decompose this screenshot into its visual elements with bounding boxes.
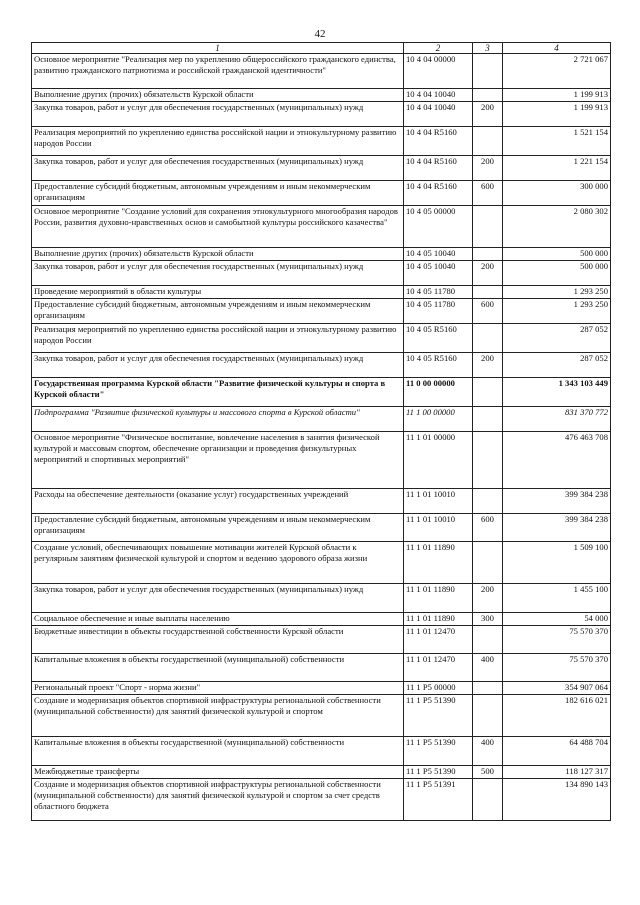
table-row <box>32 378 611 407</box>
row-amount: 287 052 <box>503 324 611 353</box>
row-name: Региональный проект "Спорт - норма жизни" <box>32 682 404 695</box>
table-row <box>32 299 611 324</box>
table-row <box>32 261 611 286</box>
row-name: Создание условий, обеспечивающих повышение мотивации жителей Курской области к регулярным занятиям физической культурой и спортом и ведению здорового образа жизни <box>32 542 404 584</box>
page-number: 42 <box>314 28 326 40</box>
row-name: Закупка товаров, работ и услуг для обеспечения государственных (муниципальных) нужд <box>32 102 404 127</box>
row-amount: 75 570 370 <box>503 626 611 654</box>
row-expense-type: 200 <box>473 102 503 127</box>
row-amount: 354 907 064 <box>503 682 611 695</box>
row-name: Проведение мероприятий в области культуры <box>32 286 404 299</box>
table-row <box>32 127 611 156</box>
row-amount: 831 370 772 <box>503 407 611 432</box>
row-name: Основное мероприятие "Создание условий для сохранения этнокультурного многообразия народов России, развития духовно-нравственных основ и самобытной культуры российского казачества" <box>32 206 404 248</box>
row-expense-type <box>473 682 503 695</box>
row-name: Межбюджетные трансферты <box>32 766 404 779</box>
row-expense-type: 200 <box>473 353 503 378</box>
row-target-article: 10 4 05 10040 <box>404 248 473 261</box>
row-amount: 54 000 <box>503 613 611 626</box>
table-row <box>32 407 611 432</box>
row-amount: 1 455 100 <box>503 584 611 613</box>
row-amount: 75 570 370 <box>503 654 611 682</box>
row-expense-type: 200 <box>473 156 503 181</box>
row-expense-type <box>473 407 503 432</box>
table-row <box>32 737 611 766</box>
table-row <box>32 489 611 514</box>
table-row <box>32 206 611 248</box>
table-row <box>32 695 611 737</box>
row-name: Предоставление субсидий бюджетным, автономным учреждениям и иным некоммерческим организациям <box>32 514 404 542</box>
row-expense-type <box>473 378 503 407</box>
row-name: Социальное обеспечение и иные выплаты населению <box>32 613 404 626</box>
row-target-article: 10 4 05 11780 <box>404 286 473 299</box>
row-expense-type <box>473 127 503 156</box>
row-name: Закупка товаров, работ и услуг для обеспечения государственных (муниципальных) нужд <box>32 261 404 286</box>
row-expense-type <box>473 432 503 489</box>
row-expense-type: 600 <box>473 181 503 206</box>
row-target-article: 11 1 01 11890 <box>404 542 473 584</box>
row-target-article: 10 4 05 R5160 <box>404 353 473 378</box>
row-target-article: 10 4 05 11780 <box>404 299 473 324</box>
row-target-article: 11 1 01 12470 <box>404 626 473 654</box>
row-amount: 399 384 238 <box>503 514 611 542</box>
row-amount: 300 000 <box>503 181 611 206</box>
row-name: Закупка товаров, работ и услуг для обеспечения государственных (муниципальных) нужд <box>32 584 404 613</box>
table-row <box>32 156 611 181</box>
row-expense-type: 400 <box>473 654 503 682</box>
table-row <box>32 89 611 102</box>
row-name: Реализация мероприятий по укреплению единства российской нации и этнокультурному развитию народов России <box>32 127 404 156</box>
header-sum: 4 <box>503 43 611 54</box>
row-amount: 134 890 143 <box>503 779 611 821</box>
row-expense-type <box>473 89 503 102</box>
table-row <box>32 248 611 261</box>
row-expense-type: 200 <box>473 261 503 286</box>
row-target-article: 11 0 00 00000 <box>404 378 473 407</box>
row-name: Основное мероприятие "Физическое воспитание, вовлечение населения в занятия физической культурой и массовым спортом, обеспечение организации и проведения физкультурных мероприятий и спортивных мероприятий" <box>32 432 404 489</box>
row-target-article: 10 4 04 R5160 <box>404 156 473 181</box>
row-name: Закупка товаров, работ и услуг для обеспечения государственных (муниципальных) нужд <box>32 353 404 378</box>
row-target-article: 11 1 01 10010 <box>404 489 473 514</box>
row-name: Капитальные вложения в объекты государственной (муниципальной) собственности <box>32 737 404 766</box>
row-target-article: 11 1 01 11890 <box>404 613 473 626</box>
table-row <box>32 432 611 489</box>
row-amount: 2 721 067 <box>503 54 611 89</box>
row-target-article: 11 1 P5 51390 <box>404 737 473 766</box>
row-amount: 118 127 317 <box>503 766 611 779</box>
row-target-article: 10 4 04 R5160 <box>404 127 473 156</box>
row-target-article: 10 4 04 00000 <box>404 54 473 89</box>
row-name: Основное мероприятие "Реализация мер по укреплению общероссийского гражданского единства, развитию гражданского патриотизма и российской гражданской идентичности" <box>32 54 404 89</box>
row-target-article: 11 1 P5 51391 <box>404 779 473 821</box>
table-row <box>32 542 611 584</box>
row-name: Государственная программа Курской области "Развитие физической культуры и спорта в Курской области" <box>32 378 404 407</box>
row-expense-type: 600 <box>473 299 503 324</box>
row-amount: 1 343 103 449 <box>503 378 611 407</box>
row-amount: 1 199 913 <box>503 89 611 102</box>
row-target-article: 11 1 01 12470 <box>404 654 473 682</box>
row-target-article: 10 4 05 00000 <box>404 206 473 248</box>
row-expense-type: 400 <box>473 737 503 766</box>
row-target-article: 11 1 P5 51390 <box>404 695 473 737</box>
row-target-article: 11 1 P5 51390 <box>404 766 473 779</box>
row-expense-type <box>473 779 503 821</box>
row-target-article: 11 1 00 00000 <box>404 407 473 432</box>
budget-table <box>31 42 611 821</box>
row-name: Капитальные вложения в объекты государственной (муниципальной) собственности <box>32 654 404 682</box>
row-expense-type <box>473 54 503 89</box>
row-amount: 1 521 154 <box>503 127 611 156</box>
header-name: 1 <box>32 43 404 54</box>
row-name: Выполнение других (прочих) обязательств Курской области <box>32 248 404 261</box>
row-name: Реализация мероприятий по укреплению единства российской нации и этнокультурному развитию народов России <box>32 324 404 353</box>
row-amount: 182 616 021 <box>503 695 611 737</box>
row-amount: 64 488 704 <box>503 737 611 766</box>
table-row <box>32 181 611 206</box>
row-amount: 500 000 <box>503 261 611 286</box>
row-name: Создание и модернизация объектов спортивной инфраструктуры региональной собственности (муниципальной собственности) для занятий физической культурой и спортом <box>32 695 404 737</box>
row-amount: 287 052 <box>503 353 611 378</box>
table-row <box>32 626 611 654</box>
row-target-article: 11 1 P5 00000 <box>404 682 473 695</box>
row-amount: 399 384 238 <box>503 489 611 514</box>
row-amount: 1 293 250 <box>503 286 611 299</box>
row-target-article: 11 1 01 10010 <box>404 514 473 542</box>
row-expense-type: 300 <box>473 613 503 626</box>
table-row <box>32 353 611 378</box>
header-csr: 2 <box>404 43 473 54</box>
row-amount: 2 080 302 <box>503 206 611 248</box>
row-name: Предоставление субсидий бюджетным, автономным учреждениям и иным некоммерческим организациям <box>32 181 404 206</box>
row-expense-type <box>473 626 503 654</box>
row-target-article: 11 1 01 11890 <box>404 584 473 613</box>
row-expense-type <box>473 324 503 353</box>
table-row <box>32 102 611 127</box>
row-target-article: 10 4 05 10040 <box>404 261 473 286</box>
row-target-article: 10 4 05 R5160 <box>404 324 473 353</box>
row-name: Выполнение других (прочих) обязательств Курской области <box>32 89 404 102</box>
row-expense-type <box>473 286 503 299</box>
row-expense-type <box>473 542 503 584</box>
row-expense-type <box>473 248 503 261</box>
table-row <box>32 779 611 821</box>
row-amount: 1 509 100 <box>503 542 611 584</box>
table-row <box>32 514 611 542</box>
row-target-article: 11 1 01 00000 <box>404 432 473 489</box>
table-row <box>32 613 611 626</box>
row-name: Расходы на обеспечение деятельности (оказание услуг) государственных учреждений <box>32 489 404 514</box>
row-amount: 1 221 154 <box>503 156 611 181</box>
row-name: Закупка товаров, работ и услуг для обеспечения государственных (муниципальных) нужд <box>32 156 404 181</box>
row-expense-type: 500 <box>473 766 503 779</box>
row-expense-type <box>473 206 503 248</box>
header-vr: 3 <box>473 43 503 54</box>
table-row <box>32 584 611 613</box>
row-name: Создание и модернизация объектов спортивной инфраструктуры региональной собственности (муниципальной собственности) для занятий физической культурой и спортом за счет средств областного бюджета <box>32 779 404 821</box>
table-row <box>32 54 611 89</box>
row-target-article: 10 4 04 10040 <box>404 102 473 127</box>
row-name: Подпрограмма "Развитие физической культуры и массового спорта в Курской области" <box>32 407 404 432</box>
row-name: Предоставление субсидий бюджетным, автономным учреждениям и иным некоммерческим организациям <box>32 299 404 324</box>
row-expense-type <box>473 695 503 737</box>
table-body <box>32 54 611 821</box>
row-target-article: 10 4 04 10040 <box>404 89 473 102</box>
row-expense-type: 600 <box>473 514 503 542</box>
table-row <box>32 286 611 299</box>
row-expense-type: 200 <box>473 584 503 613</box>
header-row <box>32 43 611 54</box>
row-amount: 476 463 708 <box>503 432 611 489</box>
table-row <box>32 324 611 353</box>
row-expense-type <box>473 489 503 514</box>
row-amount: 1 199 913 <box>503 102 611 127</box>
table-row <box>32 766 611 779</box>
row-amount: 1 293 250 <box>503 299 611 324</box>
table-row <box>32 654 611 682</box>
row-target-article: 10 4 04 R5160 <box>404 181 473 206</box>
table-row <box>32 682 611 695</box>
row-amount: 500 000 <box>503 248 611 261</box>
row-name: Бюджетные инвестиции в объекты государственной собственности Курской области <box>32 626 404 654</box>
